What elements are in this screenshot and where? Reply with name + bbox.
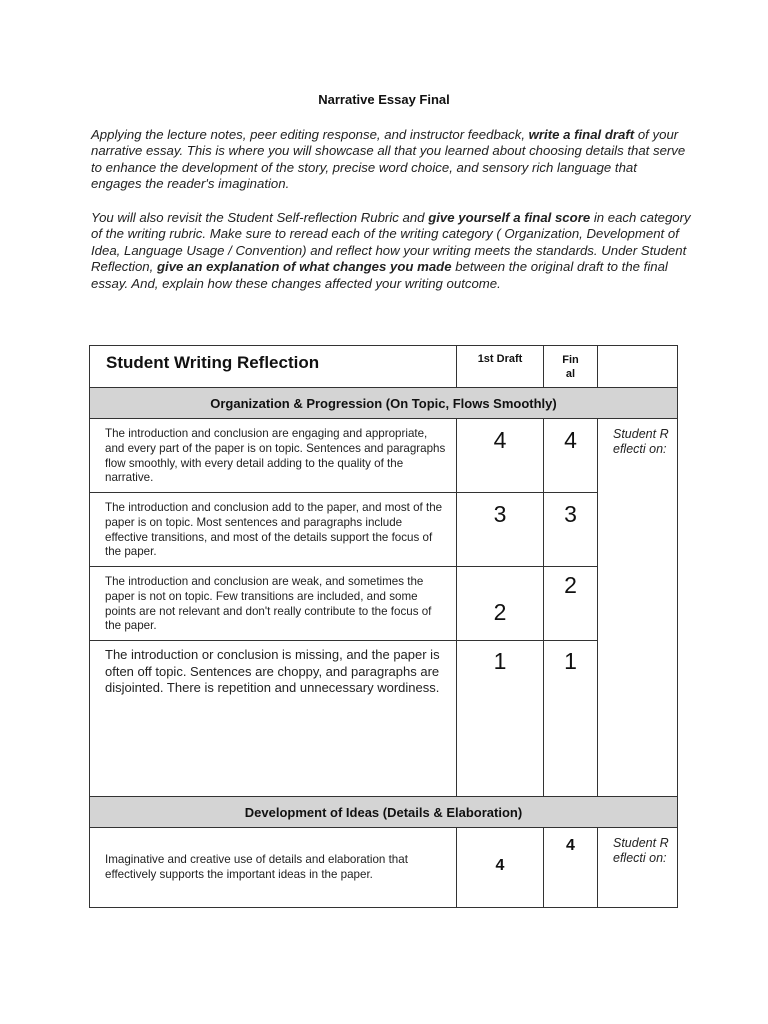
instructions-paragraph-2: You will also revisit the Student Self-reflection Rubric and give yourself a final score in each category of the writing rubric. Make sure to reread each of the writing category ( Organization, Development of Idea, Language Usage / Convention) and reflect how your writing meets the standards. Under Student Reflection, give an explanation of what changes you made between the original draft to the final essay. And, explain how these changes affected your writing outcome. (91, 210, 691, 291)
rubric-header-row (90, 346, 678, 388)
student-reflection-cell: Student Reflecti on: (598, 419, 678, 797)
criteria-description: The introduction and conclusion are engaging and appropriate, and every part of the paper is on topic. Sentences and paragraphs flow smoothly, with every detail adding to the quality of the narrative. (90, 419, 457, 493)
criteria-description: The introduction and conclusion are weak, and sometimes the paper is not on topic. Few transitions are included, and some points are not relevant and don't really contribute to the focus of the paper. (90, 567, 457, 641)
instructions-paragraph-1: Applying the lecture notes, peer editing response, and instructor feedback, write a final draft of your narrative essay. This is where you will showcase all that you learned about choosing details that serve to enhance the development of the story, precise word choice, and sensory rich language that engages the reader's imagination. (91, 127, 686, 192)
final-score: 3 (544, 493, 598, 567)
criteria-description: The introduction or conclusion is missing, and the paper is often off topic. Sentences are choppy, and paragraphs are disjointed. There is repetition and unnecessary wordiness. (90, 641, 457, 797)
header-blank-cell (598, 346, 678, 388)
first-draft-score: 1 (457, 641, 544, 797)
table-row (90, 641, 678, 797)
table-row (90, 419, 678, 493)
final-header: Fin al (544, 346, 598, 388)
final-score: 4 (544, 419, 598, 493)
student-reflection-cell: Student Reflecti on: (598, 828, 678, 908)
section-row (90, 797, 678, 828)
first-draft-score: 3 (457, 493, 544, 567)
first-draft-score: 4 (457, 828, 544, 908)
final-score: 4 (544, 828, 598, 908)
first-draft-score: 2 (457, 567, 544, 641)
first-draft-score: 4 (457, 419, 544, 493)
document-title: Narrative Essay Final (318, 92, 450, 107)
criteria-description: The introduction and conclusion add to the paper, and most of the paper is on topic. Most sentences and paragraphs include effective transitions, and most of the details support the focus of the paper. (90, 493, 457, 567)
section-organization: Organization & Progression (On Topic, Flows Smoothly) (90, 388, 678, 419)
section-development: Development of Ideas (Details & Elaboration) (90, 797, 678, 828)
first-draft-header: 1st Draft (457, 346, 544, 388)
final-score: 2 (544, 567, 598, 641)
section-row (90, 388, 678, 419)
table-row (90, 567, 678, 641)
table-row (90, 828, 678, 908)
rubric-table (89, 345, 678, 908)
criteria-description: Imaginative and creative use of details and elaboration that effectively supports the important ideas in the paper. (90, 828, 457, 908)
rubric-title: Student Writing Reflection (90, 346, 457, 388)
table-row (90, 493, 678, 567)
final-score: 1 (544, 641, 598, 797)
